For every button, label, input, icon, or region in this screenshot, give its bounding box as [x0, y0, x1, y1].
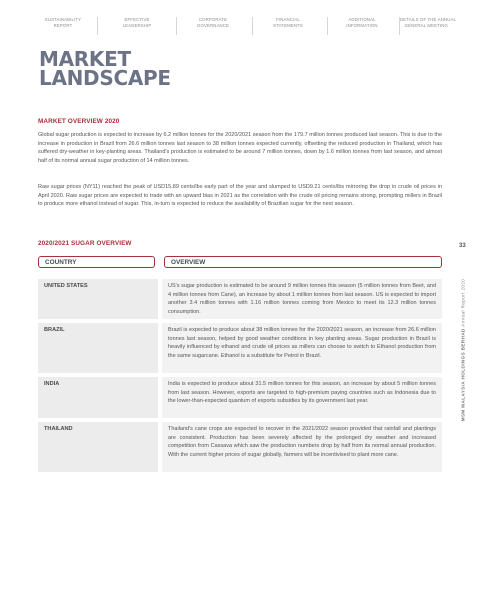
overview-cell: US's sugar production is estimated to be around 9 million tonnes this season (5 million tonnes from Beet, and 4 million tonnes from Cane), an increase by about 1 million tonnes from last season. US is expected to import another 3.4 million tonnes with 1.16 million tonnes coming from Mexico to meet its 12.3 million tonnes consumption.	[162, 279, 442, 319]
nav-item-line: LEADERSHIP	[122, 22, 152, 28]
nav-item-line: REPORT	[53, 22, 73, 28]
table-row	[38, 377, 442, 418]
country-cell: THAILAND	[38, 422, 158, 472]
country-cell: BRAZIL	[38, 323, 158, 373]
market-overview-paragraph-1: Global sugar production is expected to increase by 6.2 million tonnes for the 2020/2021 season from the 179.7 million tonnes produced last season. This is due to the increase in production in Brazil from 26.6 million tonnes last season to 38 million tonnes expected currently, offsetting the reduced production in Thailand, which has suffered dry-weather in key-planting areas. Thailand's production is estimated to be around 7 million tonnes, down by 1.6 million tonnes from last season, and almost half of its normal annual sugar production of 14 million tonnes.	[38, 132, 442, 165]
nav-item-line: FINANCIAL	[276, 17, 300, 22]
nav-item-annual-general-meeting[interactable]	[400, 17, 456, 28]
page-number: 33	[459, 243, 466, 249]
nav-item-corporate-governance[interactable]	[183, 17, 243, 28]
page-title	[39, 47, 239, 90]
top-navigation	[38, 17, 456, 37]
nav-item-effective-leadership[interactable]	[106, 17, 168, 28]
page-title-line: MARKET	[39, 47, 131, 71]
nav-item-line: GENERAL MEETING	[404, 22, 448, 28]
nav-item-line: GOVERNANCE	[196, 22, 230, 28]
country-cell: INDIA	[38, 377, 158, 418]
table-row	[38, 279, 442, 319]
nav-item-financial-statements[interactable]	[258, 17, 318, 28]
nav-item-line: ADDITIONAL	[348, 17, 376, 22]
side-company-name: MSM MALAYSIA HOLDINGS BERHAD	[460, 328, 466, 422]
nav-item-line: STATEMENTS	[273, 22, 303, 28]
overview-cell: Brazil is expected to produce about 38 million tonnes for the 2020/2021 season, an increase from 26.6 million tonnes last season, helped by good weather conditions in key planting areas. Sugar production in Brazil is heavily influenced by ethanol and crude oil prices as millers can choose to switch to Ethanol production from the same sugarcane. Ethanol is a substitute for Petrol in Brazil.	[162, 323, 442, 373]
nav-item-additional-information[interactable]	[332, 17, 392, 28]
sugar-overview-heading: 2020/2021 SUGAR OVERVIEW	[38, 240, 132, 247]
table-row	[38, 422, 442, 472]
overview-cell: India is expected to produce about 31.5 million tonnes for this season, an increase by about 5 million tonnes from last season. However, exports are targeted to high-premium paying countries such as Indonesia due to the lower-than-expected quantum of exports subsidies by its government last year.	[162, 377, 442, 418]
nav-item-line: CORPORATE	[198, 17, 228, 22]
side-running-title	[461, 279, 466, 422]
column-header-country: COUNTRY	[38, 256, 155, 268]
country-cell: UNITED STATES	[38, 279, 158, 319]
nav-divider	[176, 17, 177, 35]
nav-item-line: INFORMATION	[346, 22, 378, 28]
table-row	[38, 323, 442, 373]
nav-item-line: DETAILS OF THE ANNUAL	[400, 17, 456, 22]
column-header-overview: OVERVIEW	[164, 256, 442, 268]
overview-cell: Thailand's cane crops are expected to recover in the 2021/2022 season provided that rainfall and plantings are consistent. Production has been severely affected by the prolonged dry weather and increased competition from Cassava which saw the production numbers drop by half from its normal annual production. With the current higher prices of sugar globally, farmers will be incentivised to plant more cane.	[162, 422, 442, 472]
nav-divider	[252, 17, 253, 35]
nav-item-sustainability-report[interactable]	[38, 17, 88, 28]
market-overview-heading: MARKET OVERVIEW 2020	[38, 118, 120, 125]
nav-item-line: SUSTAINABILITY	[44, 17, 82, 22]
market-overview-paragraph-2: Raw sugar prices (NY11) reached the peak of USD15.89 cents/lbs early part of the year and slumped to USD9.21 cents/lbs mirroring the drop in crude oil prices in April 2020. Raw sugar prices are expected to trade with an upward bias in 2021 as the correlation with the crude oil pricing remains strong, prompting millers in Brazil to produce more ethanol instead of sugar. This, in-turn is expected to reduce the availability of Brazilian sugar for the next season.	[38, 184, 442, 208]
nav-item-line: EFFECTIVE	[124, 17, 150, 22]
side-report-name: Annual Report 2020	[460, 278, 466, 327]
nav-divider	[97, 17, 98, 35]
nav-divider	[327, 17, 328, 35]
page-title-line: LANDSCAPE	[39, 66, 171, 90]
